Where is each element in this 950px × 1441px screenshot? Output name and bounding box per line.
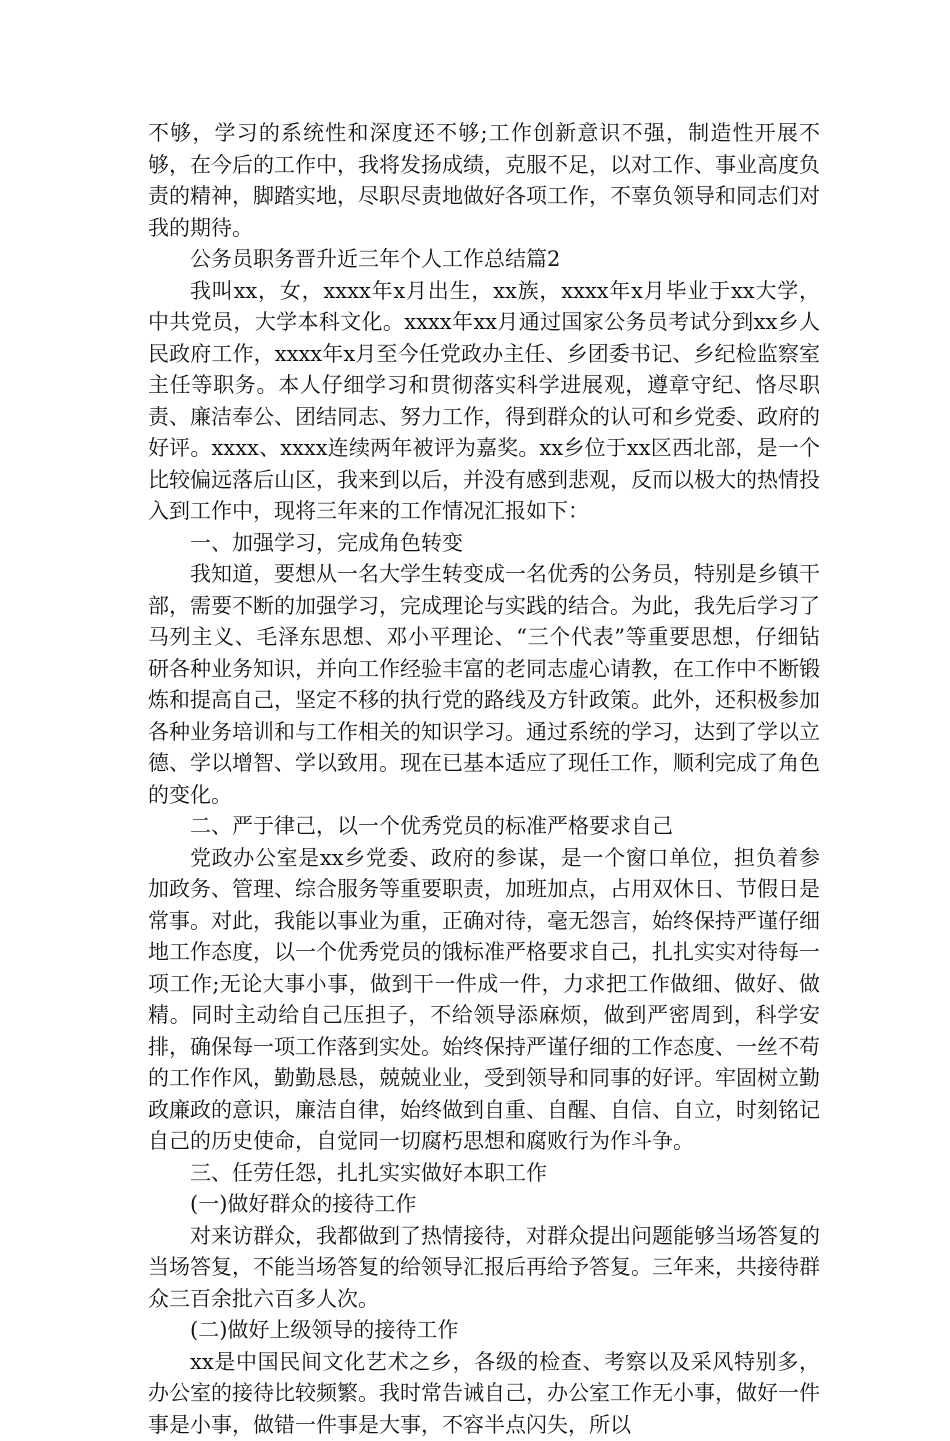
paragraph: 对来访群众，我都做到了热情接待，对群众提出问题能够当场答复的当场答复，不能当场答复的给领导汇报后再给予答复。三年来，共接待群众三百余批六百多人次。 bbox=[148, 1221, 820, 1316]
paragraph: 我叫xx，女，xxxx年x月出生，xx族，xxxx年x月毕业于xx大学，中共党员，大学本科文化。xxxx年xx月通过国家公务员考试分到xx乡人民政府工作，xxxx年x月至今任党政办主任、乡团委书记、乡纪检监察室主任等职务。本人仔细学习和贯彻落实科学进展观，遵章守纪、恪尽职责、廉洁奉公、团结同志、努力工作，得到群众的认可和乡党委、政府的好评。xxxx、xxxx连续两年被评为嘉奖。xx乡位于xx区西北部，是一个比较偏远落后山区，我来到以后，并没有感到悲观，反而以极大的热情投入到工作中，现将三年来的工作情况汇报如下： bbox=[148, 276, 820, 528]
section-heading: 公务员职务晋升近三年个人工作总结篇2 bbox=[148, 244, 820, 276]
section-heading: 三、任劳任怨，扎扎实实做好本职工作 bbox=[148, 1158, 820, 1190]
section-heading: 一、加强学习，完成角色转变 bbox=[148, 528, 820, 560]
paragraph: 党政办公室是xx乡党委、政府的参谋，是一个窗口单位，担负着参加政务、管理、综合服务等重要职责，加班加点，占用双休日、节假日是常事。对此，我能以事业为重，正确对待，毫无怨言，始终保持严谨仔细地工作态度，以一个优秀党员的饿标准严格要求自己，扎扎实实对待每一项工作;无论大事小事，做到干一件成一件，力求把工作做细、做好、做精。同时主动给自己压担子，不给领导添麻烦，做到严密周到，科学安排，确保每一项工作落到实处。始终保持严谨仔细的工作态度、一丝不苟的工作作风，勤勤恳恳，兢兢业业，受到领导和同事的好评。牢固树立勤政廉政的意识，廉洁自律，始终做到自重、自醒、自信、自立，时刻铭记自己的历史使命，自觉同一切腐朽思想和腐败行为作斗争。 bbox=[148, 843, 820, 1158]
subsection-heading: (一)做好群众的接待工作 bbox=[148, 1189, 820, 1221]
section-heading: 二、严于律己，以一个优秀党员的标准严格要求自己 bbox=[148, 811, 820, 843]
paragraph: 不够，学习的系统性和深度还不够;工作创新意识不强，制造性开展不够，在今后的工作中，我将发扬成绩，克服不足，以对工作、事业高度负责的精神，脚踏实地，尽职尽责地做好各项工作，不辜负领导和同志们对我的期待。 bbox=[148, 118, 820, 244]
paragraph: 我知道，要想从一名大学生转变成一名优秀的公务员，特别是乡镇干部，需要不断的加强学习，完成理论与实践的结合。为此，我先后学习了马列主义、毛泽东思想、邓小平理论、“三个代表”等重要思想，仔细钻研各种业务知识，并向工作经验丰富的老同志虚心请教，在工作中不断锻炼和提高自己，坚定不移的执行党的路线及方针政策。此外，还积极参加各种业务培训和与工作相关的知识学习。通过系统的学习，达到了学以立德、学以增智、学以致用。现在已基本适应了现任工作，顺利完成了角色的变化。 bbox=[148, 559, 820, 811]
paragraph: xx是中国民间文化艺术之乡，各级的检查、考察以及采风特别多，办公室的接待比较频繁。我时常告诫自己，办公室工作无小事，做好一件事是小事，做错一件事是大事，不容半点闪失，所以 bbox=[148, 1347, 820, 1441]
subsection-heading: (二)做好上级领导的接待工作 bbox=[148, 1315, 820, 1347]
document-body bbox=[148, 118, 820, 1441]
